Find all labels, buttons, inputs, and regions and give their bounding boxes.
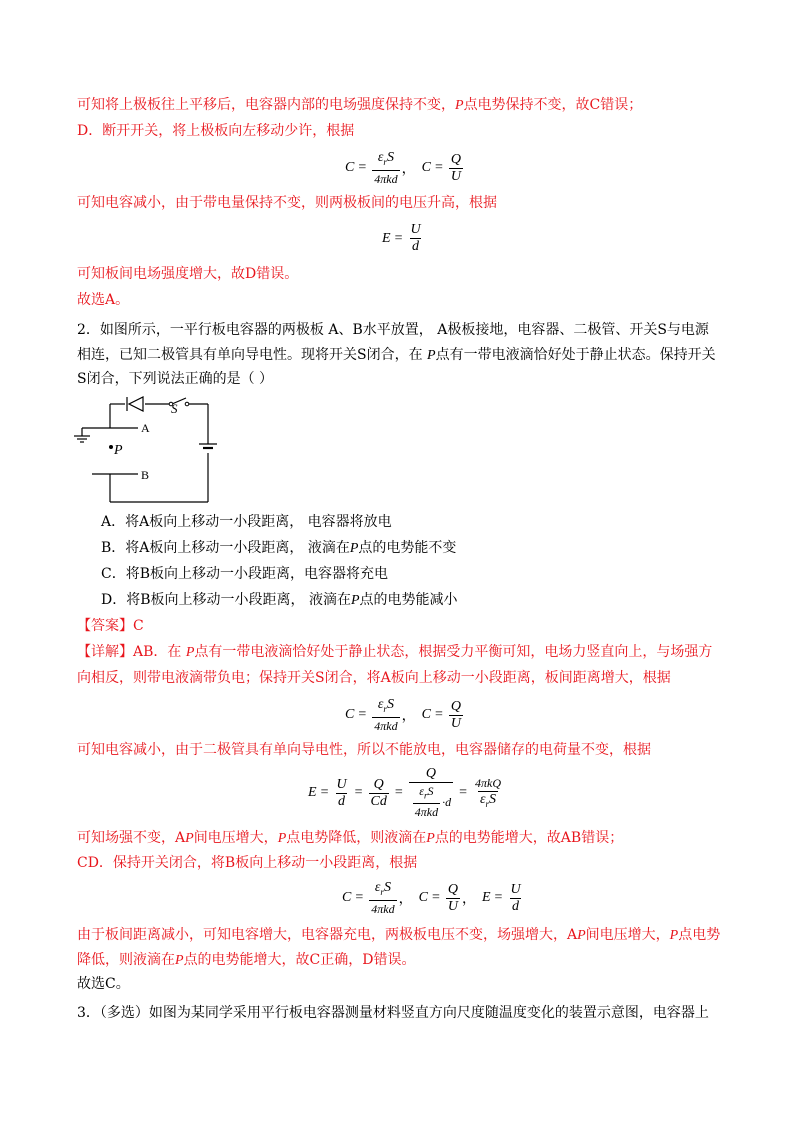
switch-contact-right [185, 402, 189, 406]
solution-line-4: 故选A。 [77, 292, 130, 308]
formula-field-1: E = $\frac{U}{d}$ [382, 222, 421, 254]
option-d: D．将B板向上移动一小段距离， 液滴在P点的电势能减小 [101, 592, 458, 608]
detail-line-3: 可知电容减小，由于二极管具有单向导电性，所以不能放电，电容器储存的电荷量不变，根据 [77, 742, 651, 758]
formula-set-3: C = $\frac{\varepsilon_rS}{\text{4πkd}}$ ， C = $\frac{Q}{U}$ ， E = $\frac{U}{d}$ [342, 880, 521, 916]
detail-line-4: 可知场强不变，AP间电压增大，P点电势降低，则液滴在P点的电势能增大，故AB错误； [77, 830, 624, 846]
circuit-diagram [70, 392, 220, 507]
formula-field-2: E = $\frac{U}{d}$ = $\frac{Q}{Cd}$ = Q $\frac{\varepsilon_rS}{\text{4πkd}}$ ·d = $\frac{\text{4πkQ}}{\varepsilon_rS}$ [308, 766, 502, 820]
option-c: C．将B板向上移动一小段距离，电容器将充电 [101, 566, 388, 582]
solution-option-d: D．断开开关，将上极板向左移动少许，根据 [77, 123, 355, 139]
detail-line-6: 由于板间距离减小，可知电容增大，电容器充电，两极板电压不变，场强增大，AP间电压增大，P点电势 [77, 927, 721, 943]
label-b: B [141, 468, 150, 482]
label-a: A [141, 421, 150, 435]
question-2-stem-3: S闭合，下列说法正确的是（ ） [77, 371, 274, 387]
point-p-dot [109, 445, 113, 449]
detail-line-2: 向相反，则带电液滴带负电；保持开关S闭合，将A板向上移动一小段距离，板间距离增大，根据 [77, 670, 671, 686]
formula-capacitance-1: C = $\frac{\varepsilon_rS}{\text{4πkd}}$ ， C = $\frac{Q}{U}$ [345, 150, 461, 186]
option-a: A．将A板向上移动一小段距离， 电容器将放电 [101, 514, 392, 530]
detail-line-5: CD．保持开关闭合，将B板向上移动一小段距离，根据 [77, 855, 418, 871]
detail-line-7: 降低，则液滴在P点的电势能增大，故C正确，D错误。 [77, 952, 416, 968]
formula-capacitance-2: C = $\frac{\varepsilon_rS}{\text{4πkd}}$ ， C = $\frac{Q}{U}$ [345, 697, 461, 733]
diode-body [129, 397, 143, 411]
question-2-stem-2: 相连，已知二极管具有单向导电性。现将开关S闭合，在 P点有一带电液滴恰好处于静止状态。保持开关 [77, 347, 716, 363]
solution-line-3: 可知板间电场强度增大，故D错误。 [77, 266, 299, 282]
label-s: S [171, 401, 178, 416]
detail-line-1: 【详解】AB．在 P点有一带电液滴恰好处于静止状态，根据受力平衡可知，电场力竖直向上，与场强方 [77, 644, 713, 660]
option-b: B．将A板向上移动一小段距离， 液滴在P点的电势能不变 [101, 540, 457, 556]
solution-line-1: 可知将上极板往上平移后，电容器内部的电场强度保持不变，P点电势保持不变，故C错误； [77, 97, 643, 113]
answer-line: 【答案】C [77, 618, 144, 634]
label-p: P [114, 443, 123, 458]
question-3-stem-1: 3．（多选）如图为某同学采用平行板电容器测量材料竖直方向尺度随温度变化的装置示意图，电容器上 [77, 1005, 709, 1021]
detail-line-8: 故选C。 [77, 976, 130, 992]
solution-line-2: 可知电容减小，由于带电量保持不变，则两极板间的电压升高，根据 [77, 195, 497, 211]
question-2-stem-1: 2．如图所示，一平行板电容器的两极板 A、B水平放置， A极板接地，电容器、二极管、开关S与电源 [77, 322, 709, 338]
